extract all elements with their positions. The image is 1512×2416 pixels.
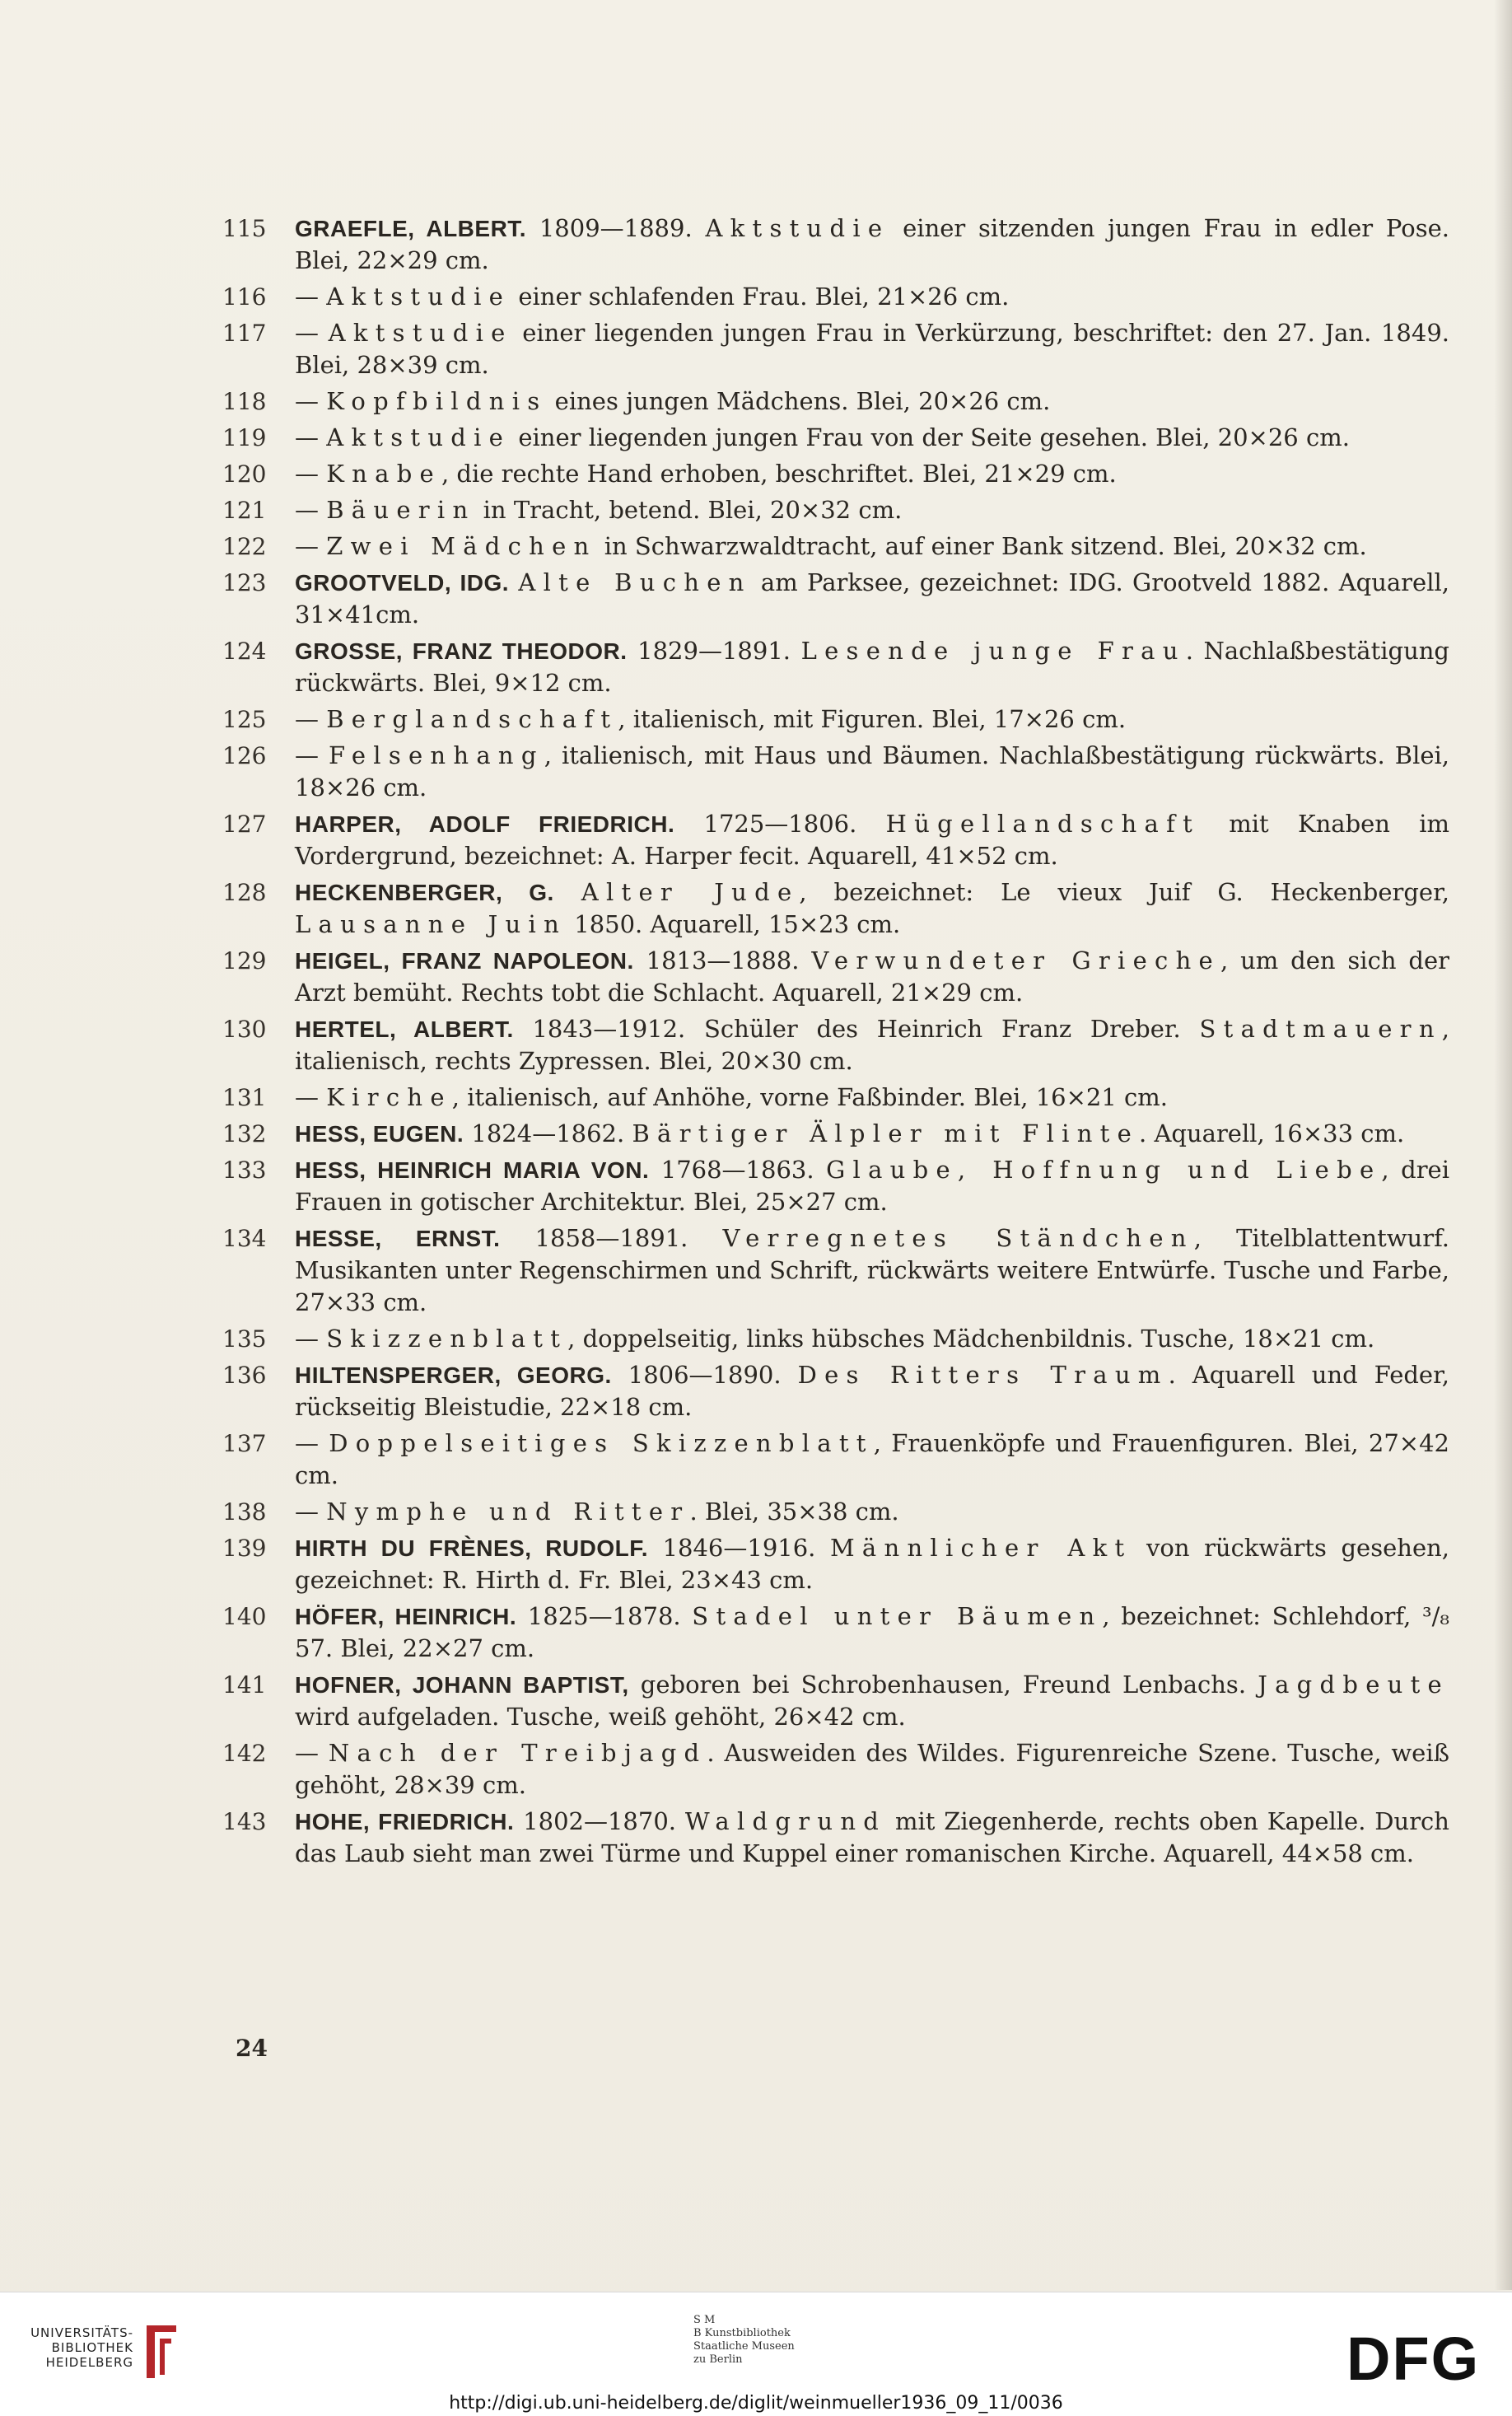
entry-number: 116 [222, 283, 267, 311]
artwork-title: Kopfbildnis [326, 387, 548, 415]
entry-number: 143 [222, 1808, 267, 1835]
artist-name: HOFNER, JOHANN BAPTIST, [295, 1672, 629, 1698]
entry-description: . Aquarell und Feder, rückseitig Bleistudie, 22×18 cm. [295, 1361, 1449, 1421]
artist-name: HILTENSPERGER, GEORG. [295, 1362, 612, 1388]
catalog-entry [222, 213, 1449, 277]
catalog-entries [222, 213, 1449, 1874]
catalog-entry [222, 1496, 1449, 1528]
entry-text [295, 422, 1449, 454]
artwork-title: Nach der Treibjagd [328, 1739, 707, 1767]
entry-text [295, 740, 1449, 804]
entry-text [295, 703, 1449, 736]
entry-text [295, 1601, 1449, 1665]
artwork-title: Nymphe und Ritter [326, 1498, 690, 1526]
artwork-title: Alte Buchen [518, 568, 752, 596]
artwork-title: Jagdbeute [1258, 1671, 1449, 1699]
catalog-entry [222, 1013, 1449, 1077]
entry-number: 119 [222, 424, 267, 451]
entry-description: — [295, 460, 327, 488]
catalog-entry [222, 1222, 1449, 1319]
artist-name: HESS, HEINRICH MARIA VON. [295, 1157, 650, 1183]
catalog-entry [222, 386, 1449, 418]
artwork-title: Des Ritters Traum [797, 1361, 1169, 1389]
artist-name: HESSE, ERNST. [295, 1226, 501, 1251]
entry-text [295, 1118, 1449, 1150]
catalog-entry [222, 1118, 1449, 1150]
entry-description: 1802—1870. [514, 1807, 685, 1835]
stamp-line: Staatliche Museen [693, 2340, 795, 2353]
entry-description: , drei Frauen in gotischer Architektur. Blei, 25×27 cm. [295, 1156, 1449, 1216]
artist-name: HOHE, FRIEDRICH. [295, 1809, 515, 1834]
artist-name: GRAEFLE, ALBERT. [295, 216, 527, 241]
entry-number: 128 [222, 879, 267, 906]
entry-description: 1824—1862. [464, 1119, 632, 1147]
artwork-title: Glaube, Hoffnung und Liebe [826, 1156, 1382, 1184]
university-line: BIBLIOTHEK [51, 2340, 133, 2355]
entry-text [295, 1806, 1449, 1870]
entry-description: eines jungen Mädchens. Blei, 20×26 cm. [547, 387, 1051, 415]
catalog-entry [222, 635, 1449, 699]
entry-text [295, 1082, 1449, 1114]
catalog-entry [222, 1737, 1449, 1801]
artwork-title: Verregnetes Ständchen [722, 1224, 1194, 1252]
entry-description: , italienisch, auf Anhöhe, vorne Faßbinder. Blei, 16×21 cm. [451, 1083, 1168, 1111]
entry-number: 124 [222, 638, 267, 665]
entry-text [295, 1013, 1449, 1077]
entry-description [509, 568, 518, 596]
entry-number: 136 [222, 1362, 267, 1389]
catalog-entry [222, 1154, 1449, 1218]
artwork-title: Aktstudie [326, 423, 511, 451]
entry-description: 1813—1888. [633, 946, 812, 974]
artwork-title: Doppelseitiges Skizzenblatt [329, 1429, 874, 1457]
entry-description: einer liegenden jungen Frau von der Seite gesehen. Blei, 20×26 cm. [511, 423, 1350, 451]
entry-text [295, 1428, 1449, 1492]
catalog-entry [222, 1082, 1449, 1114]
catalog-entry [222, 1323, 1449, 1355]
catalog-entry [222, 1806, 1449, 1870]
entry-text [295, 1496, 1449, 1528]
catalog-entry [222, 740, 1449, 804]
dfg-logo: DFG [1346, 2325, 1481, 2393]
entry-number: 132 [222, 1120, 267, 1147]
entry-text [295, 530, 1449, 563]
artwork-title: Hügellandschaft [885, 810, 1201, 838]
entry-description: 1829—1891. [627, 637, 801, 665]
entry-text [295, 386, 1449, 418]
entry-description: von rückwärts gesehen, gezeichnet: R. Hirth d. Fr. Blei, 23×43 cm. [295, 1534, 1449, 1594]
entry-text [295, 1359, 1449, 1423]
entry-text [295, 876, 1449, 941]
entry-text [295, 567, 1449, 631]
entry-description: einer sitzenden jungen Frau in edler Pose. Blei, 22×29 cm. [295, 214, 1449, 274]
page-number: 24 [236, 2035, 268, 2062]
entry-description: 1846—1916. [648, 1534, 830, 1562]
entry-number: 118 [222, 388, 267, 415]
entry-description: 1768—1863. [649, 1156, 827, 1184]
entry-number: 131 [222, 1084, 267, 1111]
entry-description: , um den sich der Arzt bemüht. Rechts tobt die Schlacht. Aquarell, 21×29 cm. [295, 946, 1449, 1007]
entry-text [295, 458, 1449, 490]
university-line: UNIVERSITÄTS- [30, 2325, 133, 2340]
entry-number: 135 [222, 1325, 267, 1353]
entry-description: — [295, 532, 327, 560]
artwork-title: Aktstudie [328, 319, 513, 347]
entry-text [295, 1323, 1449, 1355]
entry-description: , bezeichnet: Le vieux Juif G. Heckenberger, [799, 878, 1449, 906]
entry-number: 141 [222, 1671, 267, 1699]
entry-description: in Schwarzwaldtracht, auf einer Bank sitzend. Blei, 20×32 cm. [596, 532, 1367, 560]
entry-description: 1825—1878. [516, 1602, 693, 1630]
artist-name: HESS, EUGEN. [295, 1121, 464, 1147]
entry-number: 122 [222, 533, 267, 560]
entry-description: geboren bei Schrobenhausen, Freund Lenbachs. [628, 1671, 1258, 1699]
entry-description: 1725—1806. [674, 810, 886, 838]
source-url-link[interactable]: http://digi.ub.uni-heidelberg.de/diglit/weinmueller1936_09_11/0036 [449, 2393, 1063, 2414]
entry-description: wird aufgeladen. Tusche, weiß gehöht, 26×42 cm. [295, 1703, 906, 1731]
artwork-title: Aktstudie [326, 283, 511, 311]
entry-number: 134 [222, 1225, 267, 1252]
entry-description: 1809—1889. [526, 214, 706, 242]
artwork-title: Alter Jude [581, 878, 800, 906]
artwork-title: Kirche [326, 1083, 452, 1111]
entry-number: 142 [222, 1740, 267, 1767]
entry-description: . Ausweiden des Wildes. Figurenreiche Szene. Tusche, weiß gehöht, 28×39 cm. [295, 1739, 1449, 1799]
entry-text [295, 494, 1449, 526]
entry-description: 1843—1912. Schüler des Heinrich Franz Dreber. [513, 1015, 1200, 1043]
catalog-entry [222, 1428, 1449, 1492]
entry-description: einer schlafenden Frau. Blei, 21×26 cm. [511, 283, 1010, 311]
catalog-entry [222, 530, 1449, 563]
artwork-title: Zwei Mädchen [326, 532, 597, 560]
entry-text [295, 317, 1449, 381]
entry-description: — [295, 283, 327, 311]
entry-description [554, 878, 581, 906]
catalog-entry [222, 808, 1449, 872]
entry-number: 120 [222, 460, 267, 488]
artist-name: HEIGEL, FRANZ NAPOLEON. [295, 948, 634, 974]
catalog-entry [222, 876, 1449, 941]
catalog-entry [222, 567, 1449, 631]
entry-text [295, 1532, 1449, 1596]
entry-text [295, 1737, 1449, 1801]
museum-stamp [693, 2314, 795, 2367]
artwork-title: Lausanne Juin [295, 910, 567, 938]
entry-description: — [295, 1739, 329, 1767]
entry-description: — [295, 705, 327, 733]
catalog-entry [222, 317, 1449, 381]
entry-number: 139 [222, 1535, 267, 1562]
artwork-title: Bärtiger Älpler mit Flinte [632, 1119, 1140, 1147]
entry-number: 123 [222, 569, 267, 596]
entry-description: mit Knaben im Vordergrund, bezeichnet: A. Harper fecit. Aquarell, 41×52 cm. [295, 810, 1450, 870]
catalog-entry [222, 1669, 1449, 1733]
artwork-title: Stadel unter Bäumen [692, 1602, 1103, 1630]
entry-description: — [295, 1325, 327, 1353]
entry-text [295, 808, 1449, 872]
artwork-title: Aktstudie [705, 214, 890, 242]
entry-description: , Titelblattentwurf. Musikanten unter Regenschirmen und Schrift, rückwärts weitere Entwürfe. Tusche und Farbe, 27×33 cm. [295, 1224, 1449, 1316]
stamp-line: B Kunstbibliothek [693, 2327, 791, 2339]
artwork-title: Verwundeter Grieche [811, 946, 1220, 974]
entry-number: 130 [222, 1016, 267, 1043]
entry-number: 137 [222, 1430, 267, 1457]
artwork-title: Felsenhang [329, 741, 544, 769]
entry-description: , Frauenköpfe und Frauenfiguren. Blei, 27×42 cm. [295, 1429, 1449, 1489]
catalog-entry [222, 1601, 1449, 1665]
entry-text [295, 1669, 1449, 1733]
entry-description: — [295, 1498, 327, 1526]
university-logo-icon [138, 2320, 181, 2381]
entry-number: 140 [222, 1603, 267, 1630]
entry-description: . Nachlaßbestätigung rückwärts. Blei, 9×12 cm. [295, 637, 1449, 697]
catalog-entry [222, 281, 1449, 313]
artwork-title: Knabe [326, 460, 441, 488]
entry-text [295, 635, 1449, 699]
entry-description: — [295, 1083, 327, 1111]
artwork-title: Männlicher Akt [829, 1534, 1132, 1562]
artist-name: GROSSE, FRANZ THEODOR. [295, 638, 628, 664]
entry-description: 1806—1890. [611, 1361, 798, 1389]
entry-description: — [295, 387, 327, 415]
entry-description: mit Ziegenherde, rechts oben Kapelle. Durch das Laub sieht man zwei Türme und Kuppel einer romanischen Kirche. Aquarell, 44×58 cm. [295, 1807, 1449, 1867]
university-library-name [26, 2325, 133, 2370]
catalog-entry [222, 458, 1449, 490]
artist-name: HERTEL, ALBERT. [295, 1016, 514, 1042]
catalog-entry [222, 1532, 1449, 1596]
entry-description: — [295, 423, 327, 451]
entry-number: 127 [222, 811, 267, 838]
entry-description: , bezeichnet: Schlehdorf, ³/₈ 57. Blei, 22×27 cm. [295, 1602, 1449, 1662]
entry-text [295, 945, 1449, 1009]
stamp-line: S M [693, 2314, 716, 2326]
entry-number: 117 [222, 320, 267, 347]
artist-name: HECKENBERGER, G. [295, 880, 554, 905]
artist-name: HIRTH DU FRÈNES, RUDOLF. [295, 1535, 649, 1561]
entry-description: . Blei, 35×38 cm. [689, 1498, 899, 1526]
entry-description: , italienisch, rechts Zypressen. Blei, 20×30 cm. [295, 1015, 1449, 1075]
entry-number: 115 [222, 215, 267, 242]
entry-text [295, 1222, 1449, 1319]
stamp-line: zu Berlin [693, 2353, 743, 2366]
entry-description: , italienisch, mit Haus und Bäumen. Nachlaßbestätigung rückwärts. Blei, 18×26 cm. [295, 741, 1450, 801]
artist-name: HARPER, ADOLF FRIEDRICH. [295, 811, 675, 837]
entry-number: 121 [222, 497, 267, 524]
entry-description: einer liegenden jungen Frau in Verkürzung, beschriftet: den 27. Jan. 1849. Blei, 28×39 cm. [295, 319, 1450, 379]
entry-text [295, 281, 1449, 313]
page-edge-shadow [1494, 0, 1512, 2290]
entry-number: 133 [222, 1157, 267, 1184]
artist-name: GROOTVELD, IDG. [295, 570, 510, 596]
artwork-title: Waldgrund [684, 1807, 887, 1835]
entry-number: 129 [222, 947, 267, 974]
entry-number: 125 [222, 706, 267, 733]
university-line: HEIDELBERG [45, 2355, 133, 2370]
entry-text [295, 213, 1449, 277]
entry-description: — [295, 741, 329, 769]
catalog-entry [222, 1359, 1449, 1423]
artist-name: HÖFER, HEINRICH. [295, 1604, 517, 1629]
digitization-footer [0, 2292, 1512, 2416]
entry-description: . Aquarell, 16×33 cm. [1139, 1119, 1405, 1147]
artwork-title: Berglandschaft [326, 705, 618, 733]
catalog-entry [222, 703, 1449, 736]
catalog-entry [222, 945, 1449, 1009]
entry-description: , die rechte Hand erhoben, beschriftet. Blei, 21×29 cm. [441, 460, 1117, 488]
entry-description: in Tracht, betend. Blei, 20×32 cm. [475, 496, 903, 524]
entry-description: 1850. Aquarell, 15×23 cm. [567, 910, 901, 938]
entry-number: 138 [222, 1498, 267, 1526]
entry-description: , doppelseitig, links hübsches Mädchenbildnis. Tusche, 18×21 cm. [567, 1325, 1375, 1353]
entry-text [295, 1154, 1449, 1218]
artwork-title: Lesende junge Frau [800, 637, 1186, 665]
artwork-title: Bäuerin [326, 496, 476, 524]
catalog-entry [222, 494, 1449, 526]
catalog-entry [222, 422, 1449, 454]
artwork-title: Stadtmauern [1199, 1015, 1442, 1043]
entry-description: am Parksee, gezeichnet: IDG. Grootveld 1882. Aquarell, 31×41cm. [295, 568, 1449, 629]
artwork-title: Skizzenblatt [326, 1325, 568, 1353]
entry-description: — [295, 1429, 329, 1457]
entry-description: — [295, 496, 327, 524]
entry-description: 1858—1891. [500, 1224, 723, 1252]
entry-number: 126 [222, 742, 267, 769]
entry-description: — [295, 319, 329, 347]
entry-description: , italienisch, mit Figuren. Blei, 17×26 cm. [618, 705, 1127, 733]
